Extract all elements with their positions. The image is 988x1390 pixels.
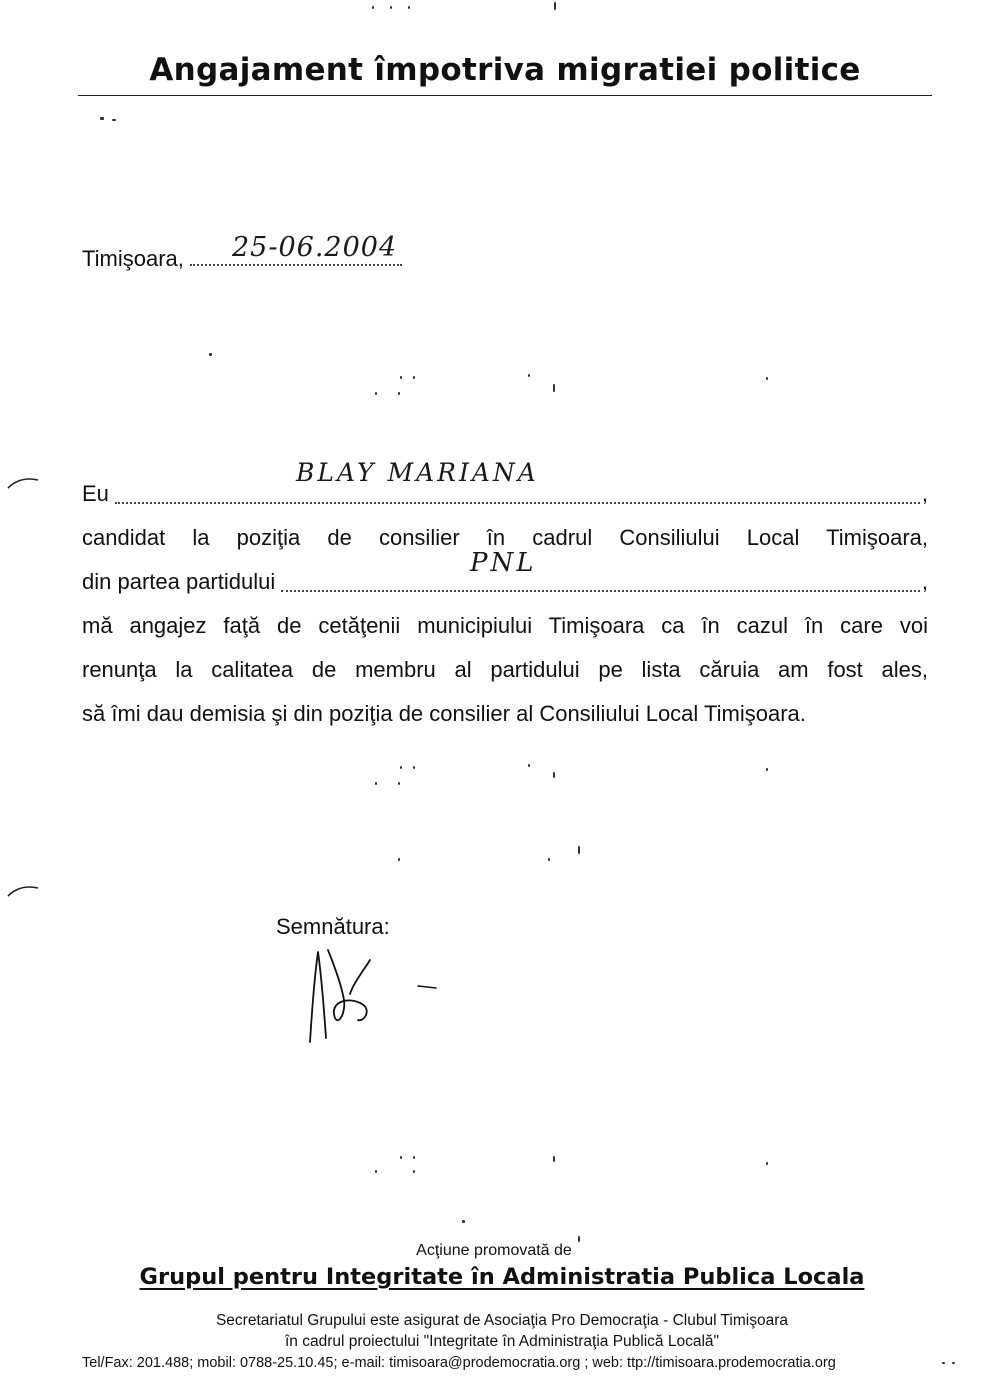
- footer-secretariat: Secretariatul Grupului este asigurat de Asociaţia Pro Democraţia - Clubul Timişoara: [215, 1312, 789, 1329]
- party-label: din partea partidului: [82, 569, 276, 594]
- name-dotted-line: [115, 501, 920, 504]
- handwritten-party: PNL: [470, 548, 537, 578]
- scan-edge-mark: [6, 474, 40, 490]
- date-dotted-line: [190, 263, 402, 266]
- city-label: Timişoara,: [82, 246, 184, 271]
- scan-edge-mark: [6, 882, 40, 898]
- signature-image: [298, 930, 448, 1050]
- name-line: Eu ,: [82, 472, 928, 516]
- commitment-line-4: mă angajez faţă de cetăţenii municipiului Timişoara ca în cazul în care voi: [82, 613, 928, 638]
- signature-label: Semnătura:: [276, 914, 390, 939]
- document-title: Angajament împotriva migratiei politice: [149, 52, 861, 88]
- party-dotted-line: [281, 589, 920, 592]
- handwritten-date: 25-06.2004: [232, 232, 398, 263]
- footer-organization: Grupul pentru Integritate în Administratia Publica Locala: [139, 1264, 865, 1290]
- commitment-text: [82, 472, 928, 736]
- footer-project: în cadrul proiectului "Integritate în Administraţia Publică Locală": [284, 1333, 720, 1350]
- commitment-line-6: să îmi dau demisia şi din poziţia de consilier al Consiliului Local Timişoara.: [82, 701, 806, 726]
- party-line: din partea partidului ,: [82, 560, 928, 604]
- commitment-line-5: renunţa la calitatea de membru al partidului pe lista căruia am fost ales,: [82, 657, 928, 682]
- eu-label: Eu: [82, 481, 109, 506]
- footer-contact: Tel/Fax: 201.488; mobil: 0788-25.10.45; e-mail: timisoara@prodemocratia.org ; web: ttp://timisoara.prodemocratia.org: [82, 1355, 836, 1371]
- commitment-line-2: candidat la poziţia de consilier în cadrul Consiliului Local Timişoara,: [82, 525, 928, 550]
- handwritten-name: BLAY MARIANA: [296, 458, 539, 487]
- footer-promo: Acţiune promovată de: [416, 1242, 572, 1259]
- title-rule: [78, 95, 932, 96]
